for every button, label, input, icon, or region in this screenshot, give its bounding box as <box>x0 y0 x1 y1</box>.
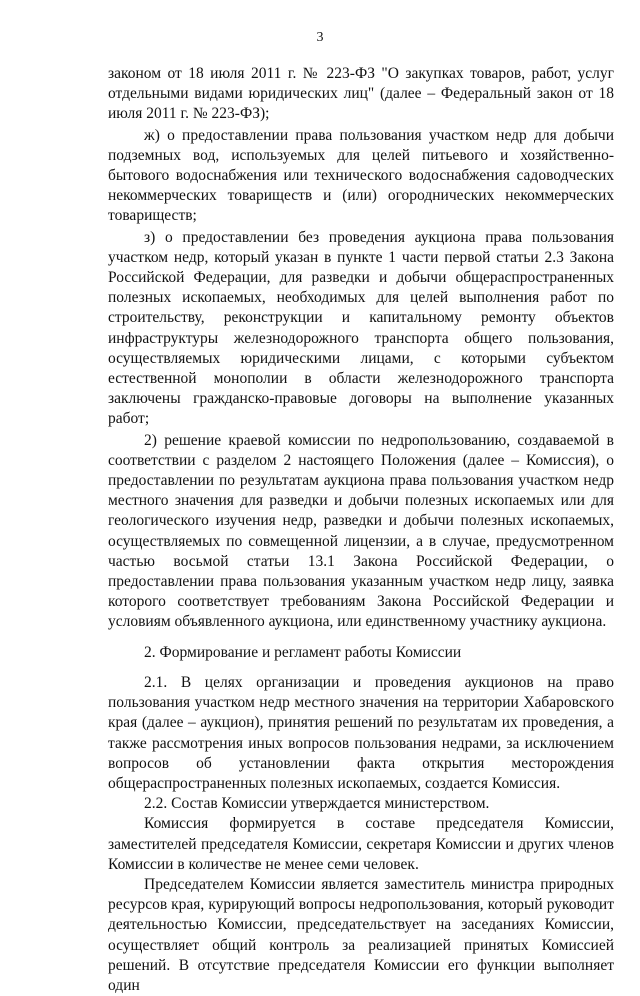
paragraph-item-2: 2) решение краевой комиссии по недропользованию, создаваемой в соответствии с разделом 2 настоящего Положения (далее – Комиссия), о предоставлении по результатам аукциона права пользования участком недр местного значения для разведки и добычи полезных ископаемых или для геологического изучения недр, разведки и добычи полезных ископаемых, осуществляемых по совмещенной лицензии, а в случае, предусмотренном частью восьмой статьи 13.1 Закона Российской Федерации, о предоставлении права пользования указанным участком недр лицу, заявка которого соответствует требованиям Закона Российской Федерации и условиям объявленного аукциона, или единственному участнику аукциона. <box>108 431 614 631</box>
paragraph-item-z: з) о предоставлении без проведения аукциона права пользования участком недр, который указан в пункте 1 части первой статьи 2.3 Закона Российской Федерации, для разведки и добычи общераспространенных полезных ископаемых, необходимых для целей выполнения работ по строительству, реконструкции и капитальному ремонту объектов инфраструктуры железнодорожного транспорта общего пользования, осуществляемых юридическими лицами, с которыми субъектом естественной монополии в области железнодорожного транспорта заключены гражданско-правовые договоры на выполнение указанных работ; <box>108 228 614 428</box>
section-heading: 2. Формирование и регламент работы Комиссии <box>144 643 462 661</box>
page-number: 3 <box>316 30 324 45</box>
paragraph-2-2: 2.2. Состав Комиссии утверждается министерством. <box>144 795 490 813</box>
paragraph-commission-composition: Комиссия формируется в составе председателя Комиссии, заместителей председателя Комиссии, секретаря Комиссии и других членов Комиссии в количестве не менее семи человек. <box>108 815 614 873</box>
paragraph-commission-chairman: Председателем Комиссии является заместитель министра природных ресурсов края, курирующий вопросы недропользования, который руководит деятельностью Комиссии, председательствует на заседаниях Комиссии, осуществляет общий контроль за реализацией принятых Комиссией решений. В отсутствие председателя Комиссии его функции выполняет один <box>108 875 614 994</box>
paragraph-2-1: 2.1. В целях организации и проведения аукционов на право пользования участком недр местного значения на территории Хабаровского края (далее – аукцион), принятия решений по результатам их проведения, а также рассмотрения иных вопросов пользования недрами, за исключением вопросов об установлении факта открытия месторождения общераспространенных полезных ископаемых, создается Комиссия. <box>108 673 614 792</box>
paragraph-law-continuation: законом от 18 июля 2011 г. № 223-ФЗ "О закупках товаров, работ, услуг отдельными видами юридических лиц" (далее – Федеральный закон от 18 июля 2011 г. № 223-ФЗ); <box>108 65 614 123</box>
paragraph-item-zh: ж) о предоставлении права пользования участком недр для добычи подземных вод, используемых для целей питьевого и хозяйственно-бытового водоснабжения или технического водоснабжения садоводческих некоммерческих товариществ и (или) огороднических некоммерческих товариществ; <box>108 126 614 225</box>
document-body <box>108 64 614 996</box>
